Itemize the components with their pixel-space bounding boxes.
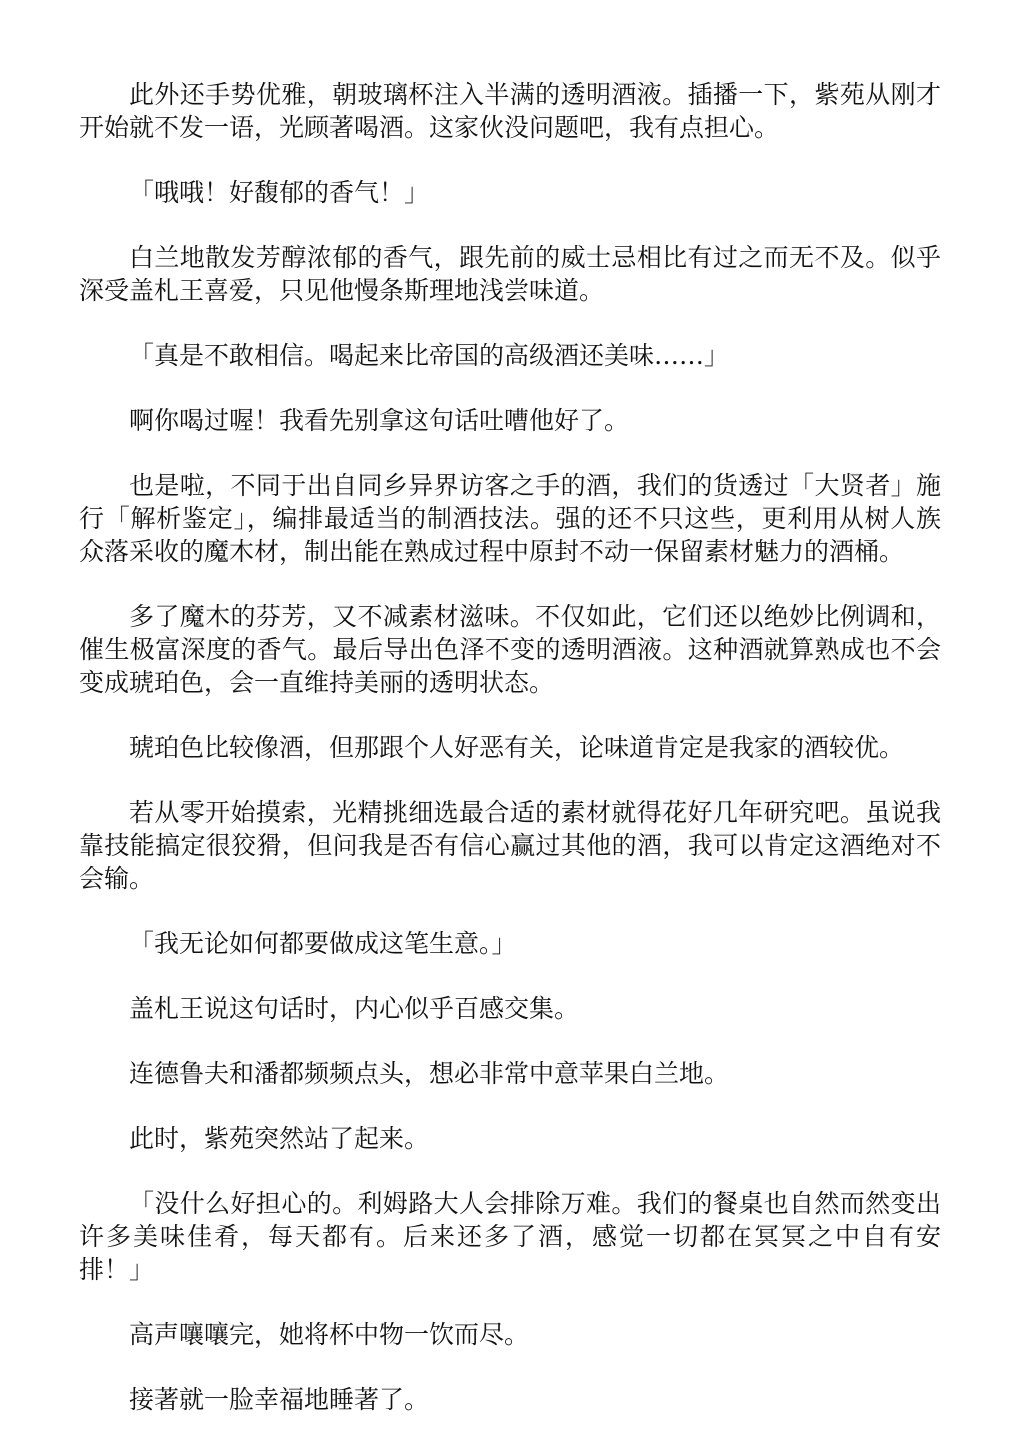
paragraph-11: 盖札王说这句话时，内心似乎百感交集。 [129,994,580,1023]
paragraph-13: 此时，紫苑突然站了起来。 [129,1124,430,1153]
paragraph-15: 高声嚷嚷完，她将杯中物一饮而尽。 [129,1320,530,1349]
paragraph-1: 此外还手势优雅，朝玻璃杯注入半满的透明酒液。插播一下，紫苑从刚才开始就不发一语，光顾著喝酒。这家伙没问题吧，我有点担心。 [79,80,941,142]
paragraph-12: 连德鲁夫和潘都频频点头，想必非常中意苹果白兰地。 [129,1059,730,1088]
paragraph-14: 「没什么好担心的。利姆路大人会排除万难。我们的餐桌也自然而然变出许多美味佳肴，每天都有。后来还多了酒，感觉一切都在冥冥之中自有安排！」 [79,1189,941,1284]
paragraph-6: 也是啦，不同于出自同乡异界访客之手的酒，我们的货透过「大贤者」施行「解析鉴定」，编排最适当的制酒技法。强的还不只这些，更利用从树人族众落采收的魔木材，制出能在熟成过程中原封不动一保留素材魅力的酒桶。 [79,471,941,566]
paragraph-5: 啊你喝过喔！我看先别拿这句话吐嘈他好了。 [129,406,630,435]
paragraph-9: 若从零开始摸索，光精挑细选最合适的素材就得花好几年研究吧。虽说我靠技能搞定很狡猾，但问我是否有信心赢过其他的酒，我可以肯定这酒绝对不会输。 [79,798,941,893]
paragraph-16: 接著就一脸幸福地睡著了。 [129,1385,430,1414]
paragraph-4: 「真是不敢相信。喝起来比帝国的高级酒还美味……」 [129,341,730,370]
page-body [79,78,941,1416]
paragraph-8: 琥珀色比较像酒，但那跟个人好恶有关，论味道肯定是我家的酒较优。 [129,733,905,762]
paragraph-7: 多了魔木的芬芳，又不减素材滋味。不仅如此，它们还以绝妙比例调和，催生极富深度的香气。最后导出色泽不变的透明酒液。这种酒就算熟成也不会变成琥珀色，会一直维持美丽的透明状态。 [79,602,941,697]
paragraph-2: 「哦哦！好馥郁的香气！」 [129,178,430,207]
paragraph-3: 白兰地散发芳醇浓郁的香气，跟先前的威士忌相比有过之而无不及。似乎深受盖札王喜爱，只见他慢条斯理地浅尝味道。 [79,243,941,305]
paragraph-10: 「我无论如何都要做成这笔生意。」 [129,929,517,958]
